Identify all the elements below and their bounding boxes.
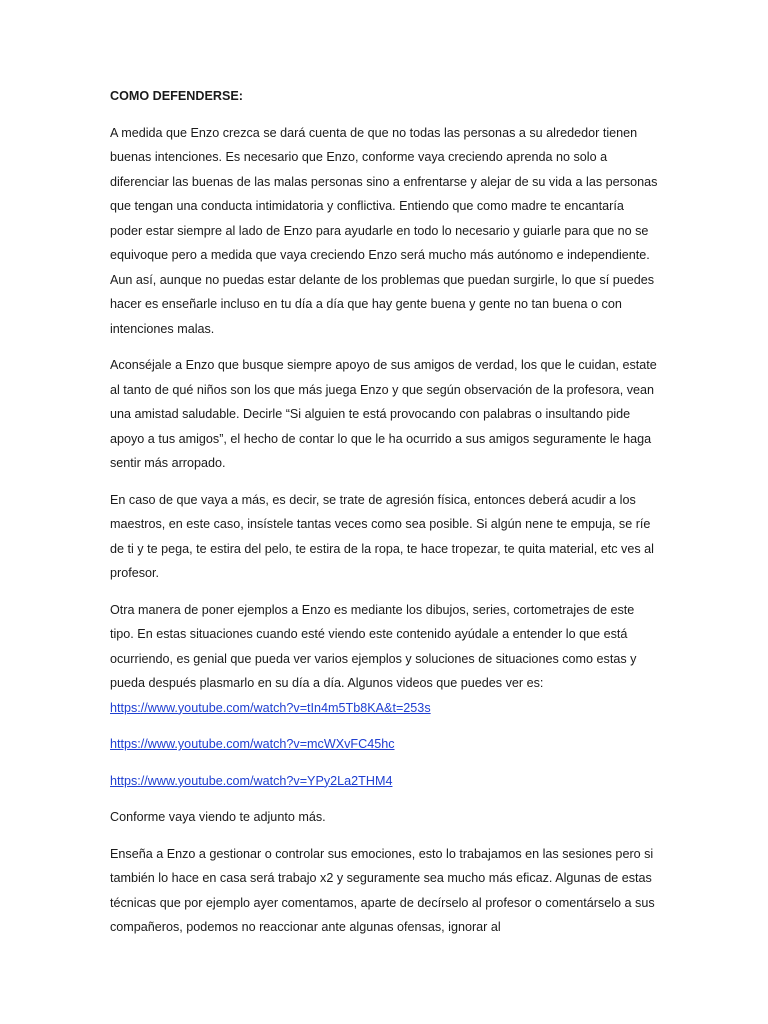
paragraph-intro: A medida que Enzo crezca se dará cuenta de que no todas las personas a su alrededor tienen buenas intenciones. Es necesario que Enzo, conforme vaya creciendo aprenda no solo a diferenciar las buenas de las malas personas sino a enfrentarse y alejar de su vida a las personas que tengan una conducta intimidatoria y conflictiva. Entiendo que como madre te encantaría poder estar siempre al lado de Enzo para ayudarle en todo lo necesario y guiarle para que no se equivoque pero a medida que vaya creciendo Enzo será mucho más autónomo e independiente. Aun así, aunque no puedas estar delante de los problemas que puedan surgirle, lo que sí puedes hacer es enseñarle incluso en tu día a día que hay gente buena y gente no tan buena o con intenciones malas. xyxy=(110,125,658,336)
paragraph-friends: Aconséjale a Enzo que busque siempre apoyo de sus amigos de verdad, los que le cuidan, estate al tanto de qué niños son los que más juega Enzo y que según observación de la profesora, vean una amistad saludable. Decirle “Si alguien te está provocando con palabras o insultando pide apoyo a tus amigos”, el hecho de contar lo que le ha ocurrido a sus amigos seguramente le haga sentir más arropado. xyxy=(110,358,657,470)
video-link-2-block xyxy=(110,732,658,757)
video-link-2[interactable]: https://www.youtube.com/watch?v=mcWXvFC45hc xyxy=(110,737,395,751)
paragraph-after-links: Conforme vaya viendo te adjunto más. xyxy=(110,810,326,824)
video-link-3[interactable]: https://www.youtube.com/watch?v=YPy2La2THM4 xyxy=(110,773,393,788)
paragraph-emotions: Enseña a Enzo a gestionar o controlar sus emociones, esto lo trabajamos en las sesiones pero si también lo hace en casa será trabajo x2 y seguramente sea mucho más eficaz. Algunas de estas técnicas que por ejemplo ayer comentamos, aparte de decírselo al profesor o comentárselo a sus compañeros, podemos no reaccionar ante algunas ofensas, ignorar al xyxy=(110,846,655,934)
document-body xyxy=(110,84,658,952)
video-link-1-block xyxy=(110,696,658,721)
paragraph-physical-aggression: En caso de que vaya a más, es decir, se trate de agresión física, entonces deberá acudir a los maestros, en este caso, insístele tantas veces como sea posible. Si algún nene te empuja, se ríe de ti y te pega, te estira del pelo, te estira de la ropa, te hace tropezar, te quita material, etc ves al profesor. xyxy=(110,492,654,580)
video-link-1[interactable]: https://www.youtube.com/watch?v=tIn4m5Tb8KA&t=253s xyxy=(110,700,431,715)
document-heading: COMO DEFENDERSE: xyxy=(110,89,243,103)
paragraph-examples: Otra manera de poner ejemplos a Enzo es mediante los dibujos, series, cortometrajes de este tipo. En estas situaciones cuando esté viendo este contenido ayúdale a entender lo que está ocurriendo, es genial que pueda ver varios ejemplos y soluciones de situaciones como estas y pueda después plasmarlo en su día a día. Algunos videos que puedes ver es: xyxy=(110,602,637,690)
video-link-3-block xyxy=(110,769,658,794)
